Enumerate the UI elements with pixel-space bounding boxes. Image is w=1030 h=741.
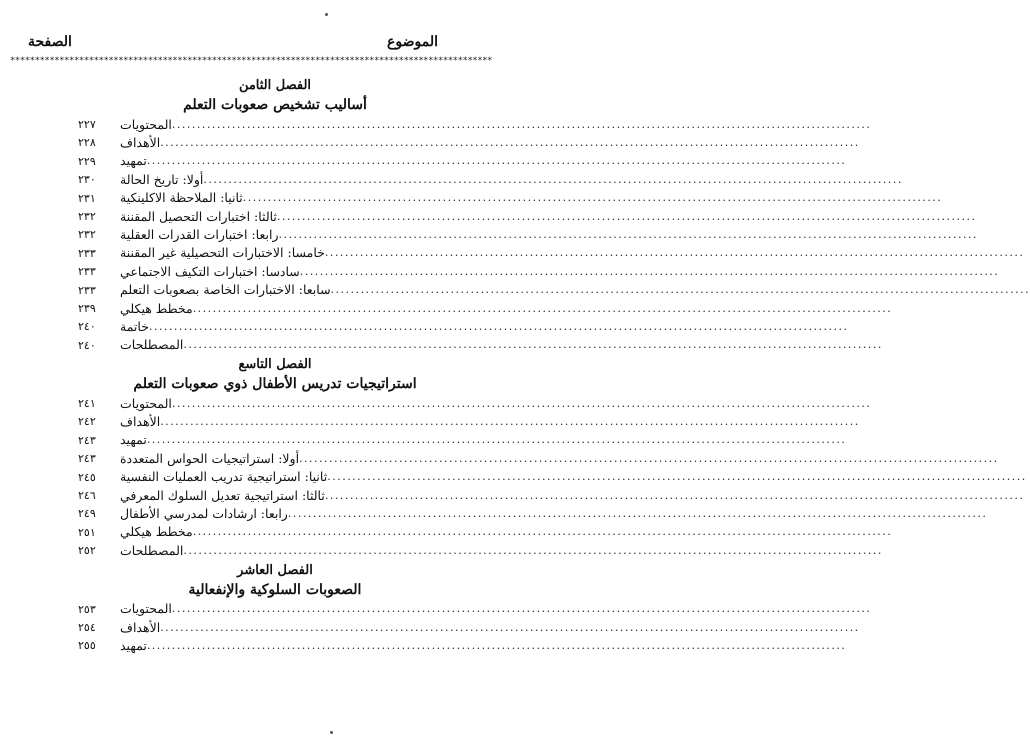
entry-line (118, 542, 883, 560)
entry-title: خاتمة (120, 318, 149, 334)
star-separator: ************************************************************************************************** (10, 56, 493, 66)
dot-leader: ............................................................................................................................................ (171, 602, 872, 616)
entry-line (118, 318, 849, 336)
entry-title: رابعا: اختبارات القدرات العقلية (120, 226, 279, 242)
entry-line (118, 300, 893, 318)
entry-title: خامسا: الاختبارات التحصيلية غير المقننة (120, 245, 325, 261)
entry-page-number: ٢٤٣ (78, 452, 96, 466)
toc-entry (0, 263, 1000, 281)
entry-page-number: ٢٤٠ (78, 320, 96, 334)
toc-entry (0, 153, 847, 171)
entry-line (118, 395, 872, 413)
entry-title: الأهداف (120, 619, 161, 635)
entry-line (118, 487, 1025, 505)
page-column-heading: الصفحة (28, 34, 72, 50)
entry-line (118, 263, 1000, 281)
entry-line (118, 469, 1027, 487)
toc-entry (0, 469, 1027, 487)
stray-dot-top (325, 13, 328, 16)
entry-line (118, 505, 988, 523)
entry-line (118, 637, 847, 655)
dot-leader: ............................................................................................................................................ (146, 154, 847, 168)
entry-page-number: ٢٥٤ (78, 620, 96, 634)
entry-page-number: ٢٥٥ (78, 639, 96, 653)
toc-entry (0, 542, 883, 560)
toc-entry (0, 637, 847, 655)
entry-title: سادسا: اختبارات التكيف الاجتماعي (120, 263, 300, 279)
entry-line (118, 524, 893, 542)
entry-title: المحتويات (120, 116, 172, 132)
entry-line (118, 619, 860, 637)
dot-leader: ............................................................................................................................................ (160, 415, 860, 429)
toc-entry (0, 450, 999, 468)
chapter-subtitle: أساليب تشخيص صعوبات التعلم (183, 97, 367, 113)
toc-entry (0, 134, 860, 152)
entry-title: ثالثا: اختبارات التحصيل المقننة (120, 208, 277, 224)
entry-line (118, 601, 872, 619)
entry-line (118, 226, 979, 244)
entry-line (118, 190, 943, 208)
entry-page-number: ٢٣٢ (78, 209, 96, 223)
toc-entry (0, 300, 893, 318)
toc-entry (0, 619, 860, 637)
entry-page-number: ٢٤٢ (78, 415, 96, 429)
dot-leader: ............................................................................................................................................ (183, 338, 883, 352)
chapter-title: الفصل الثامن (238, 78, 312, 93)
entry-page-number: ٢٤٦ (78, 489, 96, 503)
dot-leader: ............................................................................................................................................ (287, 507, 988, 521)
entry-page-number: ٢٥١ (78, 525, 96, 539)
chapter-subtitle: الصعوبات السلوكية والإنفعالية (188, 581, 362, 598)
toc-content (0, 76, 1030, 656)
toc-entry (0, 116, 872, 134)
entry-page-number: ٢٣٣ (78, 283, 96, 297)
dot-leader: ............................................................................................................................................ (299, 264, 1000, 278)
toc-entry (0, 432, 847, 450)
toc-entry (0, 413, 860, 431)
entry-page-number: ٢٢٩ (78, 154, 96, 168)
toc-entry (0, 337, 883, 355)
chapter-subtitle: استراتيجيات تدريس الأطفال ذوي صعوبات التعلم (133, 376, 417, 393)
entry-page-number: ٢٤٥ (78, 470, 96, 484)
toc-entry (0, 282, 1030, 300)
entry-title: مخطط هيكلي (120, 524, 193, 540)
entry-title: تمهيد (120, 432, 147, 448)
entry-title: المصطلحات (120, 542, 184, 558)
entry-page-number: ٢٣١ (78, 191, 96, 205)
entry-line (118, 337, 883, 355)
entry-title: تمهيد (120, 153, 147, 169)
topic-column-heading: الموضوع (387, 34, 438, 50)
toc-entry (0, 226, 979, 244)
entry-title: رابعا: ارشادات لمدرسي الأطفال (120, 506, 288, 522)
entry-title: المصطلحات (120, 337, 184, 353)
entry-title: ثانيا: استراتيجية تدريب العمليات النفسية (120, 469, 328, 485)
entry-line (118, 134, 860, 152)
entry-line (118, 413, 860, 431)
dot-leader: ............................................................................................................................................ (324, 488, 1025, 502)
dot-leader: ............................................................................................................................................ (160, 135, 860, 149)
entry-title: سابعا: الاختبارات الخاصة بصعوبات التعلم (120, 282, 331, 298)
entry-page-number: ٢٤٩ (78, 507, 96, 521)
toc-entry (0, 487, 1025, 505)
entry-page-number: ٢٢٨ (78, 136, 96, 150)
entry-line (118, 450, 999, 468)
entry-line (118, 171, 903, 189)
toc-header (28, 34, 438, 56)
dot-leader: ............................................................................................................................................ (183, 543, 883, 557)
toc-entry (0, 190, 943, 208)
toc-entry (0, 524, 893, 542)
dot-leader: ............................................................................................................................................ (330, 283, 1030, 297)
toc-entry (0, 601, 872, 619)
entry-page-number: ٢٣٣ (78, 246, 96, 260)
entry-page-number: ٢٤٣ (78, 433, 96, 447)
entry-title: ثانيا: الملاحظة الاكلينكية (120, 190, 243, 206)
entry-title: أولا: استراتيجيات الحواس المتعددة (120, 450, 300, 466)
entry-title: الأهداف (120, 414, 161, 430)
entry-page-number: ٢٢٧ (78, 118, 96, 131)
entry-page-number: ٢٤٠ (78, 338, 96, 352)
chapter-title: الفصل العاشر (237, 562, 313, 578)
entry-page-number: ٢٥٢ (78, 544, 96, 558)
entry-line (118, 116, 872, 134)
entry-line (118, 432, 847, 450)
entry-title: المحتويات (120, 395, 172, 411)
entry-title: ثالثا: استراتيجية تعديل السلوك المعرفي (120, 487, 325, 503)
entry-line (118, 245, 1025, 263)
entry-line (118, 208, 977, 226)
entry-page-number: ٢٣٢ (78, 228, 96, 242)
dot-leader: ............................................................................................................................................ (148, 319, 849, 333)
entry-title: المحتويات (120, 601, 172, 617)
dot-leader: ............................................................................................................................................ (146, 638, 847, 652)
dot-leader: ............................................................................................................................................ (324, 246, 1025, 260)
dot-leader: ............................................................................................................................................ (276, 209, 977, 223)
toc-entry (0, 208, 977, 226)
entry-page-number: ٢٥٣ (78, 602, 96, 616)
dot-leader: ............................................................................................................................................ (242, 191, 943, 205)
entry-line (118, 282, 1030, 300)
dot-leader: ............................................................................................................................................ (160, 620, 860, 634)
entry-page-number: ٢٤١ (78, 397, 96, 411)
dot-leader: ............................................................................................................................................ (146, 433, 847, 447)
entry-line (118, 153, 847, 171)
entry-page-number: ٢٣٠ (78, 173, 96, 187)
chapter-title: الفصل التاسع (238, 357, 312, 373)
toc-entry (0, 171, 903, 189)
entry-page-number: ٢٣٩ (78, 301, 96, 315)
toc-entry (0, 318, 849, 336)
dot-leader: ............................................................................................................................................ (192, 525, 893, 539)
entry-page-number: ٢٣٣ (78, 265, 96, 279)
toc-entry (0, 395, 872, 413)
entry-title: الأهداف (120, 134, 161, 150)
dot-leader: ............................................................................................................................................ (203, 172, 903, 186)
entry-title: مخطط هيكلي (120, 300, 193, 316)
toc-entry (0, 245, 1025, 263)
dot-leader: ............................................................................................................................................ (278, 227, 979, 241)
entry-title: تمهيد (120, 637, 147, 653)
dot-leader: ............................................................................................................................................ (171, 396, 872, 410)
entry-title: أولا: تاريخ الحالة (120, 171, 204, 187)
stray-dot-bottom (330, 731, 333, 734)
dot-leader: ............................................................................................................................................ (192, 301, 893, 315)
dot-leader: ............................................................................................................................................ (171, 117, 872, 131)
dot-leader: ............................................................................................................................................ (299, 451, 999, 465)
toc-entry (0, 505, 988, 523)
dot-leader: ............................................................................................................................................ (327, 470, 1027, 484)
